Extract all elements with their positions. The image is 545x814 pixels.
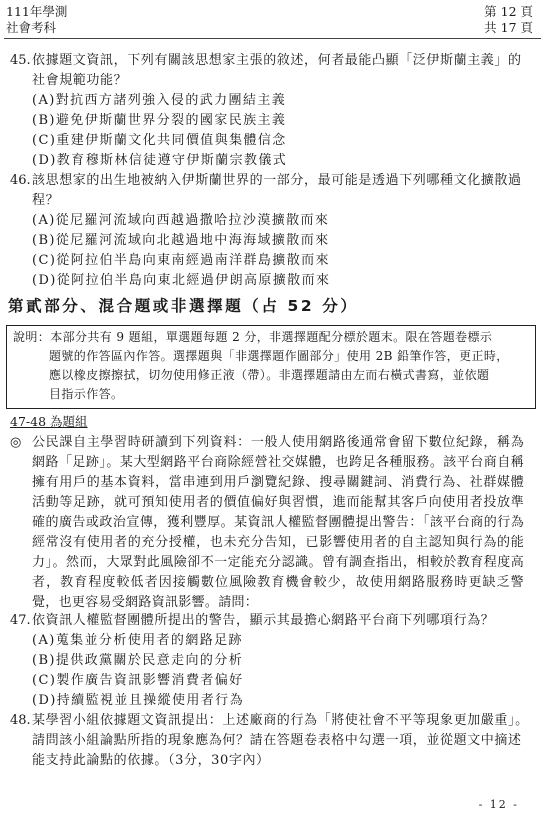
question-47: [10, 611, 530, 711]
option-b: (B)從尼羅河流域向北越過地中海海域擴散而來: [32, 233, 330, 248]
header-divider: [4, 38, 541, 39]
question-stem: 依據題文資訊，下列有關該思想家主張的敘述，何者最能凸顯「泛伊斯蘭主義」的社會規範功能？: [32, 53, 522, 88]
passage-text: 公民課自主學習時研讀到下列資料：一般人使用網路後通常會留下數位紀錄，稱為網路「足跡」。某大型網路平台商除經營社交媒體，也跨足各種服務。該平台商自稱擁有用戶的基本資料，當串連到用戶瀏覽紀錄、搜尋關鍵詞、消費行為、社群媒體活動等足跡，就可預知使用者的價值偏好與習慣，進而能幫其客戶向使用者投放準確的廣告或政治宣傳，獲利豐厚。某資訊人權監督團體提出警告：「該平台商的行為經常沒有使用者的充分授權，也未充分告知，已影響使用者的自主認知與行為的能力」。然而，大眾對此風險卻不一定能充分認識。曾有調查指出，相較於教育程度高者，教育程度較低者因接觸數位風險教育機會較少，故使用網路服務時更缺乏警覺，也更容易受網路資訊影響。請問：: [32, 435, 524, 610]
total-pages: 共 17 頁: [484, 20, 533, 35]
header-right: [484, 4, 533, 36]
exam-year: 111年學測: [6, 4, 68, 19]
section-title: 第貳部分、混合題或非選擇題（占 52 分）: [8, 297, 359, 315]
instructions-box: [6, 325, 536, 409]
question-number: 45.: [10, 53, 31, 68]
option-c: (C)從阿拉伯半島向東南經過南洋群島擴散而來: [32, 253, 330, 268]
question-group-label: 47-48 為題組: [10, 414, 88, 429]
option-c: (C)製作廣告資訊影響消費者偏好: [32, 673, 244, 688]
instructions-line: 應以橡皮擦擦拭，切勿使用修正液（帶）。非選擇題請由左而右橫式書寫，並依題: [49, 368, 490, 382]
option-c: (C)重建伊斯蘭文化共同價值與集體信念: [32, 133, 287, 148]
option-d: (D)教育穆斯林信徒遵守伊斯蘭宗教儀式: [32, 153, 288, 168]
question-stem: 依資訊人權監督團體所提出的警告，顯示其最擔心網路平台商下列哪項行為？: [32, 613, 495, 628]
double-circle-icon: ◎: [10, 435, 22, 450]
instructions-line: 目指示作答。: [49, 387, 124, 401]
subject-name: 社會考科: [6, 20, 57, 35]
instructions-line: 說明：本部分共有 9 題組，單選題每題 2 分，非選擇題配分標於題末。限在答題卷標示: [13, 330, 493, 344]
page-indicator: 第 12 頁: [484, 4, 533, 19]
question-stem: 該思想家的出生地被納入伊斯蘭世界的一部分，最可能是透過下列哪種文化擴散過程？: [32, 173, 522, 208]
question-number: 48.: [10, 713, 31, 728]
question-48: [10, 711, 530, 771]
option-d: (D)持續監視並且操縱使用者行為: [32, 693, 244, 708]
option-b: (B)避免伊斯蘭世界分裂的國家民族主義: [32, 113, 287, 128]
question-45: [10, 51, 530, 171]
option-a: (A)從尼羅河流域向西越過撒哈拉沙漠擴散而來: [32, 213, 330, 228]
instructions-line: 題號的作答區內作答。選擇題與「非選擇題作圖部分」使用 2B 鉛筆作答，更正時，: [49, 349, 509, 363]
option-a: (A)蒐集並分析使用者的網路足跡: [32, 633, 243, 648]
page-number-footer: - 12 -: [478, 798, 519, 811]
option-b: (B)提供政黨關於民意走向的分析: [32, 653, 244, 668]
option-d: (D)從阿拉伯半島向東北經過伊朗高原擴散而來: [32, 273, 331, 288]
question-number: 46.: [10, 173, 31, 188]
reading-passage: [10, 433, 524, 613]
question-number: 47.: [10, 613, 31, 628]
question-46: [10, 171, 530, 291]
header-left: [6, 4, 67, 36]
option-a: (A)對抗西方諸列強入侵的武力團結主義: [32, 93, 287, 108]
question-stem: 某學習小組依據題文資訊提出：上述廠商的行為「將使社會不平等現象更加嚴重」。請問該小組論點所指的現象應為何？請在答題卷表格中勾選一項，並從題文中摘述能支持此論點的依據。（3分，30字內）: [32, 713, 529, 768]
